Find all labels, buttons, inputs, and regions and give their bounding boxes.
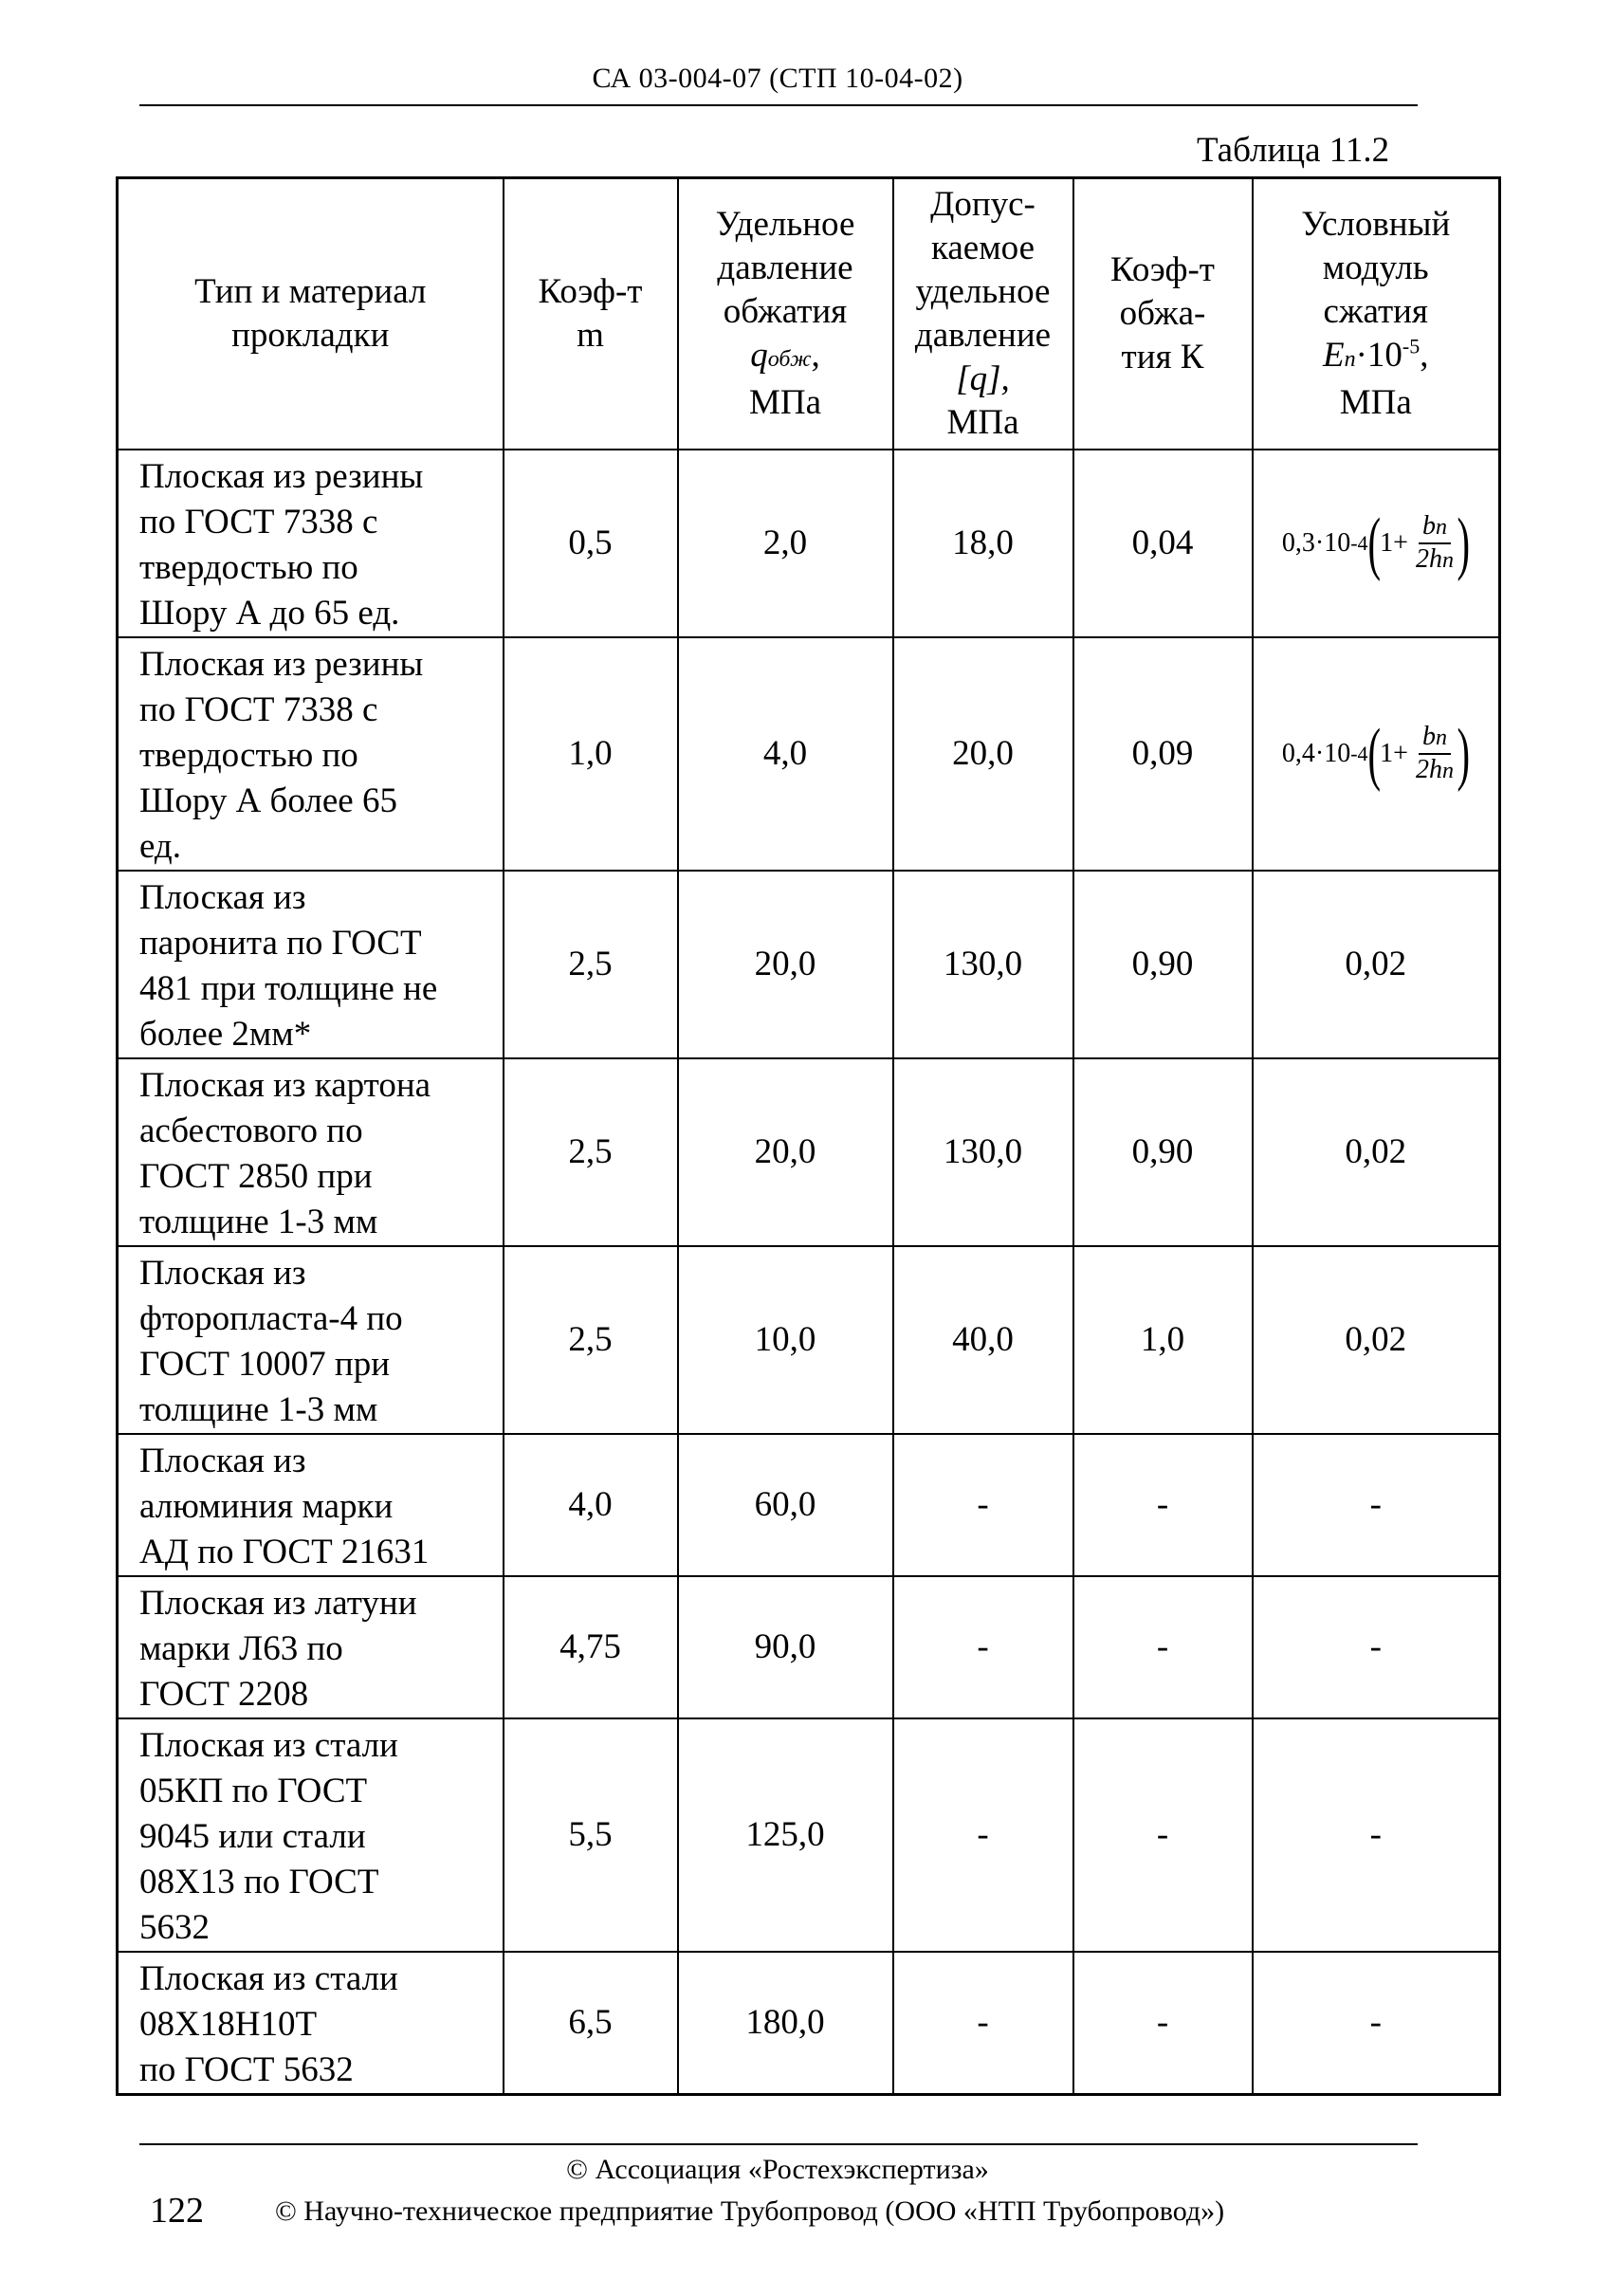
cell-q-obzh: 180,0 (678, 1952, 893, 2095)
cell-k: 0,04 (1073, 450, 1253, 637)
cell-material (118, 1246, 504, 1434)
formula-base: 10 (1324, 527, 1351, 558)
material-line: Плоская из резины (139, 456, 424, 496)
fraction-numerator (1419, 722, 1451, 755)
denominator-sub: п (1441, 547, 1454, 573)
cell-q-obzh: 10,0 (678, 1246, 893, 1434)
material-line: Плоская из латуни (139, 1583, 417, 1623)
material-line: 481 при толщине не (139, 968, 438, 1008)
footer-copyright-ntp: © Научно-техническое предприятие Трубопровод (ООО «НТП Трубопровод») (275, 2195, 1225, 2227)
material-line: паронита по ГОСТ (139, 923, 422, 963)
material-line: Плоская из стали (139, 1725, 398, 1765)
col-header-line: давление (717, 248, 853, 287)
col-header-line: сжатия (1323, 291, 1428, 331)
col-header-line: удельное (915, 271, 1051, 311)
cell-q-obzh: 4,0 (678, 637, 893, 871)
symbol-q: q (750, 335, 768, 375)
material-line: более 2мм* (139, 1014, 312, 1054)
material-line: АД по ГОСТ 21631 (139, 1532, 430, 1571)
numerator-sub: п (1435, 725, 1447, 750)
fraction-denominator (1412, 544, 1457, 576)
col-header-line: m (577, 315, 604, 355)
col-header-line: Коэф-т (538, 271, 643, 311)
cell-m: 2,5 (504, 1058, 678, 1246)
material-line: Плоская из (139, 1253, 306, 1293)
footer-divider (139, 2143, 1418, 2145)
cell-en (1253, 450, 1500, 637)
cell-m: 1,0 (504, 637, 678, 871)
col-header-symbol: [q], (956, 358, 1010, 398)
cell-k: - (1073, 1576, 1253, 1718)
cell-en: 0,02 (1253, 1246, 1500, 1434)
document-header: СА 03-004-07 (СТП 10-04-02) (592, 63, 963, 94)
cell-material (118, 450, 504, 637)
cell-en: 0,02 (1253, 1058, 1500, 1246)
col-header-q-allow (893, 178, 1073, 450)
material-line: марки Л63 по (139, 1628, 343, 1668)
cell-q-obzh: 90,0 (678, 1576, 893, 1718)
col-header-line: тия К (1121, 337, 1204, 377)
cell-q-obzh: 20,0 (678, 871, 893, 1058)
col-header-unit: МПа (1339, 382, 1412, 422)
cell-k: 1,0 (1073, 1246, 1253, 1434)
symbol-e: E (1322, 335, 1345, 375)
table-header-row (118, 178, 1500, 450)
fraction-numerator (1419, 511, 1451, 544)
en-formula: 0,4 · 10 -4 ( 1+ $\frac{bп}{2hп}$ ) (1281, 714, 1471, 793)
col-header-unit: МПа (946, 402, 1019, 442)
cell-k: - (1073, 1952, 1253, 2095)
formula-open-paren: ( (1367, 504, 1381, 582)
cell-m: 0,5 (504, 450, 678, 637)
col-header-line: прокладки (231, 315, 390, 355)
table-row (118, 1952, 1500, 2095)
cell-en: - (1253, 1718, 1500, 1952)
numerator-sub: п (1435, 514, 1447, 540)
formula-close-paren: ) (1457, 714, 1471, 793)
col-header-q-obzh (678, 178, 893, 450)
cell-m: 6,5 (504, 1952, 678, 2095)
col-header-symbol (1254, 334, 1499, 381)
cell-en: - (1253, 1434, 1500, 1576)
material-line: 5632 (139, 1907, 210, 1947)
material-line: Шору А до 65 ед. (139, 593, 400, 633)
material-line: по ГОСТ 7338 с (139, 689, 378, 729)
cell-q-allow: 20,0 (893, 637, 1073, 871)
symbol-e-sub: n (1344, 346, 1356, 372)
cell-en: - (1253, 1952, 1500, 2095)
cell-material (118, 871, 504, 1058)
symbol-comma: , (1420, 335, 1429, 375)
material-line: твердостью по (139, 547, 358, 587)
cell-q-allow: - (893, 1952, 1073, 2095)
table-caption: Таблица 11.2 (1197, 131, 1390, 170)
cell-m: 4,0 (504, 1434, 678, 1576)
gasket-properties-table (116, 176, 1501, 2096)
cell-material (118, 1058, 504, 1246)
symbol-comma: , (811, 335, 820, 375)
formula-open-paren: ( (1367, 714, 1381, 793)
col-header-line: давление (914, 315, 1052, 355)
symbol-q-sub: обж (767, 346, 812, 372)
material-line: Шору А более 65 (139, 781, 397, 820)
cell-m: 5,5 (504, 1718, 678, 1952)
cell-q-allow: - (893, 1718, 1073, 1952)
cell-q-obzh: 125,0 (678, 1718, 893, 1952)
material-line: 08Х13 по ГОСТ (139, 1862, 379, 1901)
formula-one: 1+ (1380, 738, 1408, 768)
table-row (118, 637, 1500, 871)
material-line: 05КП по ГОСТ (139, 1771, 368, 1810)
col-header-symbol (679, 334, 892, 381)
cell-en: - (1253, 1576, 1500, 1718)
material-line: ГОСТ 10007 при (139, 1344, 391, 1384)
col-header-material (118, 178, 504, 450)
col-header-line: Тип и материал (194, 271, 427, 311)
col-header-unit: МПа (748, 382, 822, 422)
material-line: Плоская из (139, 1441, 306, 1480)
material-line: по ГОСТ 5632 (139, 2049, 354, 2089)
denominator-sub: п (1441, 758, 1454, 783)
cell-m: 2,5 (504, 1246, 678, 1434)
material-line: асбестового по (139, 1111, 363, 1150)
table-row (118, 1246, 1500, 1434)
material-line: Плоская из резины (139, 644, 424, 684)
table-row (118, 1434, 1500, 1576)
material-line: толщине 1-3 мм (139, 1202, 378, 1241)
denominator-var: 2h (1415, 754, 1442, 784)
material-line: Плоская из (139, 877, 306, 917)
material-line: 9045 или стали (139, 1816, 366, 1856)
page-number: 122 (150, 2191, 204, 2231)
cell-q-allow: 40,0 (893, 1246, 1073, 1434)
cell-q-allow: 130,0 (893, 871, 1073, 1058)
numerator-var: b (1421, 510, 1436, 541)
cell-m: 4,75 (504, 1576, 678, 1718)
table-row (118, 871, 1500, 1058)
cell-material (118, 1952, 504, 2095)
cell-material (118, 637, 504, 871)
col-header-line: Коэф-т (1110, 249, 1215, 289)
formula-coef: 0,4 (1281, 738, 1315, 768)
table-row (118, 1718, 1500, 1952)
cell-en: 0,02 (1253, 871, 1500, 1058)
cell-material (118, 1576, 504, 1718)
symbol-exp: -5 (1402, 334, 1421, 358)
material-line: ГОСТ 2850 при (139, 1156, 373, 1196)
col-header-line: каемое (930, 228, 1036, 267)
material-line: Плоская из картона (139, 1065, 431, 1105)
formula-coef: 0,3 (1281, 527, 1315, 558)
col-header-line: Допус- (930, 184, 1036, 224)
col-header-line: Условный (1301, 204, 1451, 244)
col-header-line: Удельное (715, 204, 855, 244)
cell-k: 0,90 (1073, 871, 1253, 1058)
cell-material (118, 1434, 504, 1576)
cell-k: - (1073, 1718, 1253, 1952)
col-header-line: обжатия (723, 291, 848, 331)
fraction-denominator (1412, 755, 1457, 786)
formula-base: 10 (1324, 738, 1351, 768)
formula-one: 1+ (1380, 527, 1408, 558)
material-line: ед. (139, 826, 182, 866)
material-line: Плоская из стали (139, 1958, 398, 1998)
cell-k: 0,09 (1073, 637, 1253, 871)
cell-q-allow: - (893, 1576, 1073, 1718)
footer-copyright-association: © Ассоциация «Ростехэкспертиза» (566, 2154, 989, 2185)
col-header-line: модуль (1322, 248, 1429, 287)
cell-k: - (1073, 1434, 1253, 1576)
cell-q-obzh: 20,0 (678, 1058, 893, 1246)
cell-q-obzh: 2,0 (678, 450, 893, 637)
cell-q-allow: 18,0 (893, 450, 1073, 637)
formula-fraction (1412, 511, 1457, 576)
header-divider (139, 104, 1418, 106)
formula-fraction (1412, 722, 1457, 786)
material-line: толщине 1-3 мм (139, 1389, 378, 1429)
cell-en (1253, 637, 1500, 871)
cell-m: 2,5 (504, 871, 678, 1058)
col-header-m (504, 178, 678, 450)
material-line: ГОСТ 2208 (139, 1674, 309, 1714)
material-line: алюминия марки (139, 1486, 394, 1526)
material-line: по ГОСТ 7338 с (139, 502, 378, 542)
col-header-en (1253, 178, 1500, 450)
table-row (118, 1576, 1500, 1718)
cell-material (118, 1718, 504, 1952)
denominator-var: 2h (1415, 543, 1442, 574)
material-line: фторопласта-4 по (139, 1298, 403, 1338)
cell-q-allow: - (893, 1434, 1073, 1576)
cell-k: 0,90 (1073, 1058, 1253, 1246)
cell-q-allow: 130,0 (893, 1058, 1073, 1246)
material-line: твердостью по (139, 735, 358, 775)
cell-q-obzh: 60,0 (678, 1434, 893, 1576)
en-formula: 0,3 · 10 -4 ( 1+ $\frac{bп}{2hп}$ ) (1281, 504, 1471, 582)
formula-close-paren: ) (1457, 504, 1471, 582)
numerator-var: b (1421, 721, 1436, 751)
table-row (118, 1058, 1500, 1246)
material-line: 08Х18Н10Т (139, 2004, 318, 2044)
table-row (118, 450, 1500, 637)
col-header-line: обжа- (1119, 293, 1206, 333)
symbol-ten: ·10 (1355, 335, 1402, 375)
col-header-k (1073, 178, 1253, 450)
